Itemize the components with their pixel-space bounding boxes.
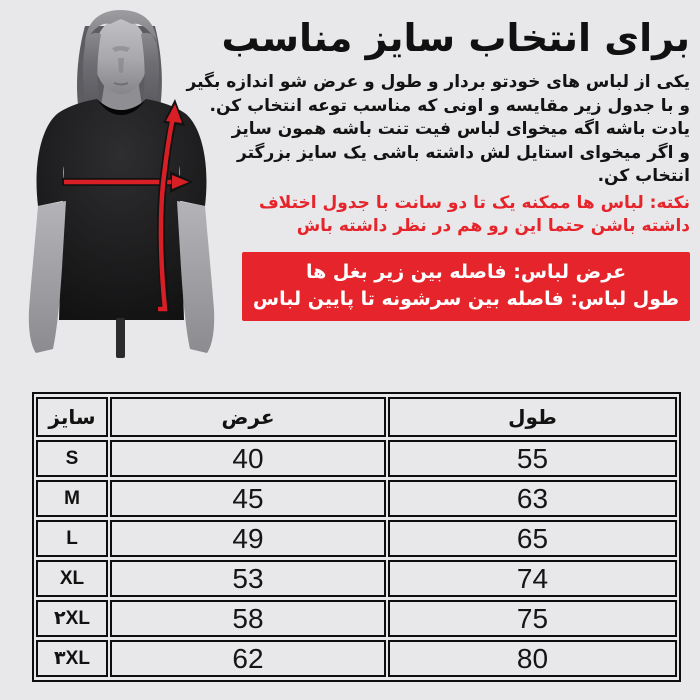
intro-line: یادت باشه اگه میخوای لباس فیت تنت باشه همون سایز [231, 119, 690, 139]
intro-paragraph [186, 71, 690, 189]
width-value: 49 [110, 520, 386, 557]
length-value: 74 [388, 560, 677, 597]
size-label: L [36, 520, 108, 557]
guide-text-column [186, 12, 690, 321]
width-value: 62 [110, 640, 386, 677]
size-label: S [36, 440, 108, 477]
table-header-row [36, 397, 677, 437]
size-label: ۲XL [36, 600, 108, 637]
length-value: 65 [388, 520, 677, 557]
stand-pole [116, 318, 125, 358]
note-line: داشته باشن حتما این رو هم در نظر داشته باش [296, 216, 690, 236]
intro-line: انتخاب کن. [597, 166, 690, 186]
table-row [36, 640, 677, 677]
banner-line-length: طول لباس: فاصله بین سرشونه تا پایین لباس [252, 287, 680, 310]
banner-line-width: عرض لباس: فاصله بین زیر بغل ها [305, 260, 627, 283]
tolerance-note [238, 192, 690, 239]
header-length: طول [388, 397, 677, 437]
length-value: 80 [388, 640, 677, 677]
length-value: 55 [388, 440, 677, 477]
length-value: 75 [388, 600, 677, 637]
table-row [36, 520, 677, 557]
measurement-definitions-banner [242, 252, 690, 321]
face [94, 18, 148, 94]
mannequin-figure [0, 0, 236, 392]
note-line: نکته: لباس ها ممکنه یک تا دو سانت با جدول اختلاف [258, 192, 690, 213]
intro-line: و با جدول زیر مقایسه و اونی که مناسب توعه انتخاب کن. [209, 95, 690, 116]
header-width: عرض [110, 397, 386, 437]
size-chart-table [32, 392, 681, 682]
table-row [36, 600, 677, 637]
header-size: سایز [36, 397, 108, 437]
width-value: 53 [110, 560, 386, 597]
length-value: 63 [388, 480, 677, 517]
left-arm [29, 201, 66, 353]
width-value: 40 [110, 440, 386, 477]
intro-line: و اگر میخوای استایل لش داشته باشی یک سایز بزرگتر [237, 142, 690, 163]
intro-line: یکی از لباس های خودتو بردار و طول و عرض شو اندازه بگیر [186, 72, 690, 92]
size-label: ۳XL [36, 640, 108, 677]
right-arm [177, 201, 214, 353]
mannequin-illustration [0, 0, 236, 392]
width-value: 45 [110, 480, 386, 517]
table-row [36, 440, 677, 477]
size-label: XL [36, 560, 108, 597]
table-row [36, 560, 677, 597]
table-row [36, 480, 677, 517]
width-value: 58 [110, 600, 386, 637]
size-label: M [36, 480, 108, 517]
page-title: برای انتخاب سایز مناسب [221, 16, 690, 60]
